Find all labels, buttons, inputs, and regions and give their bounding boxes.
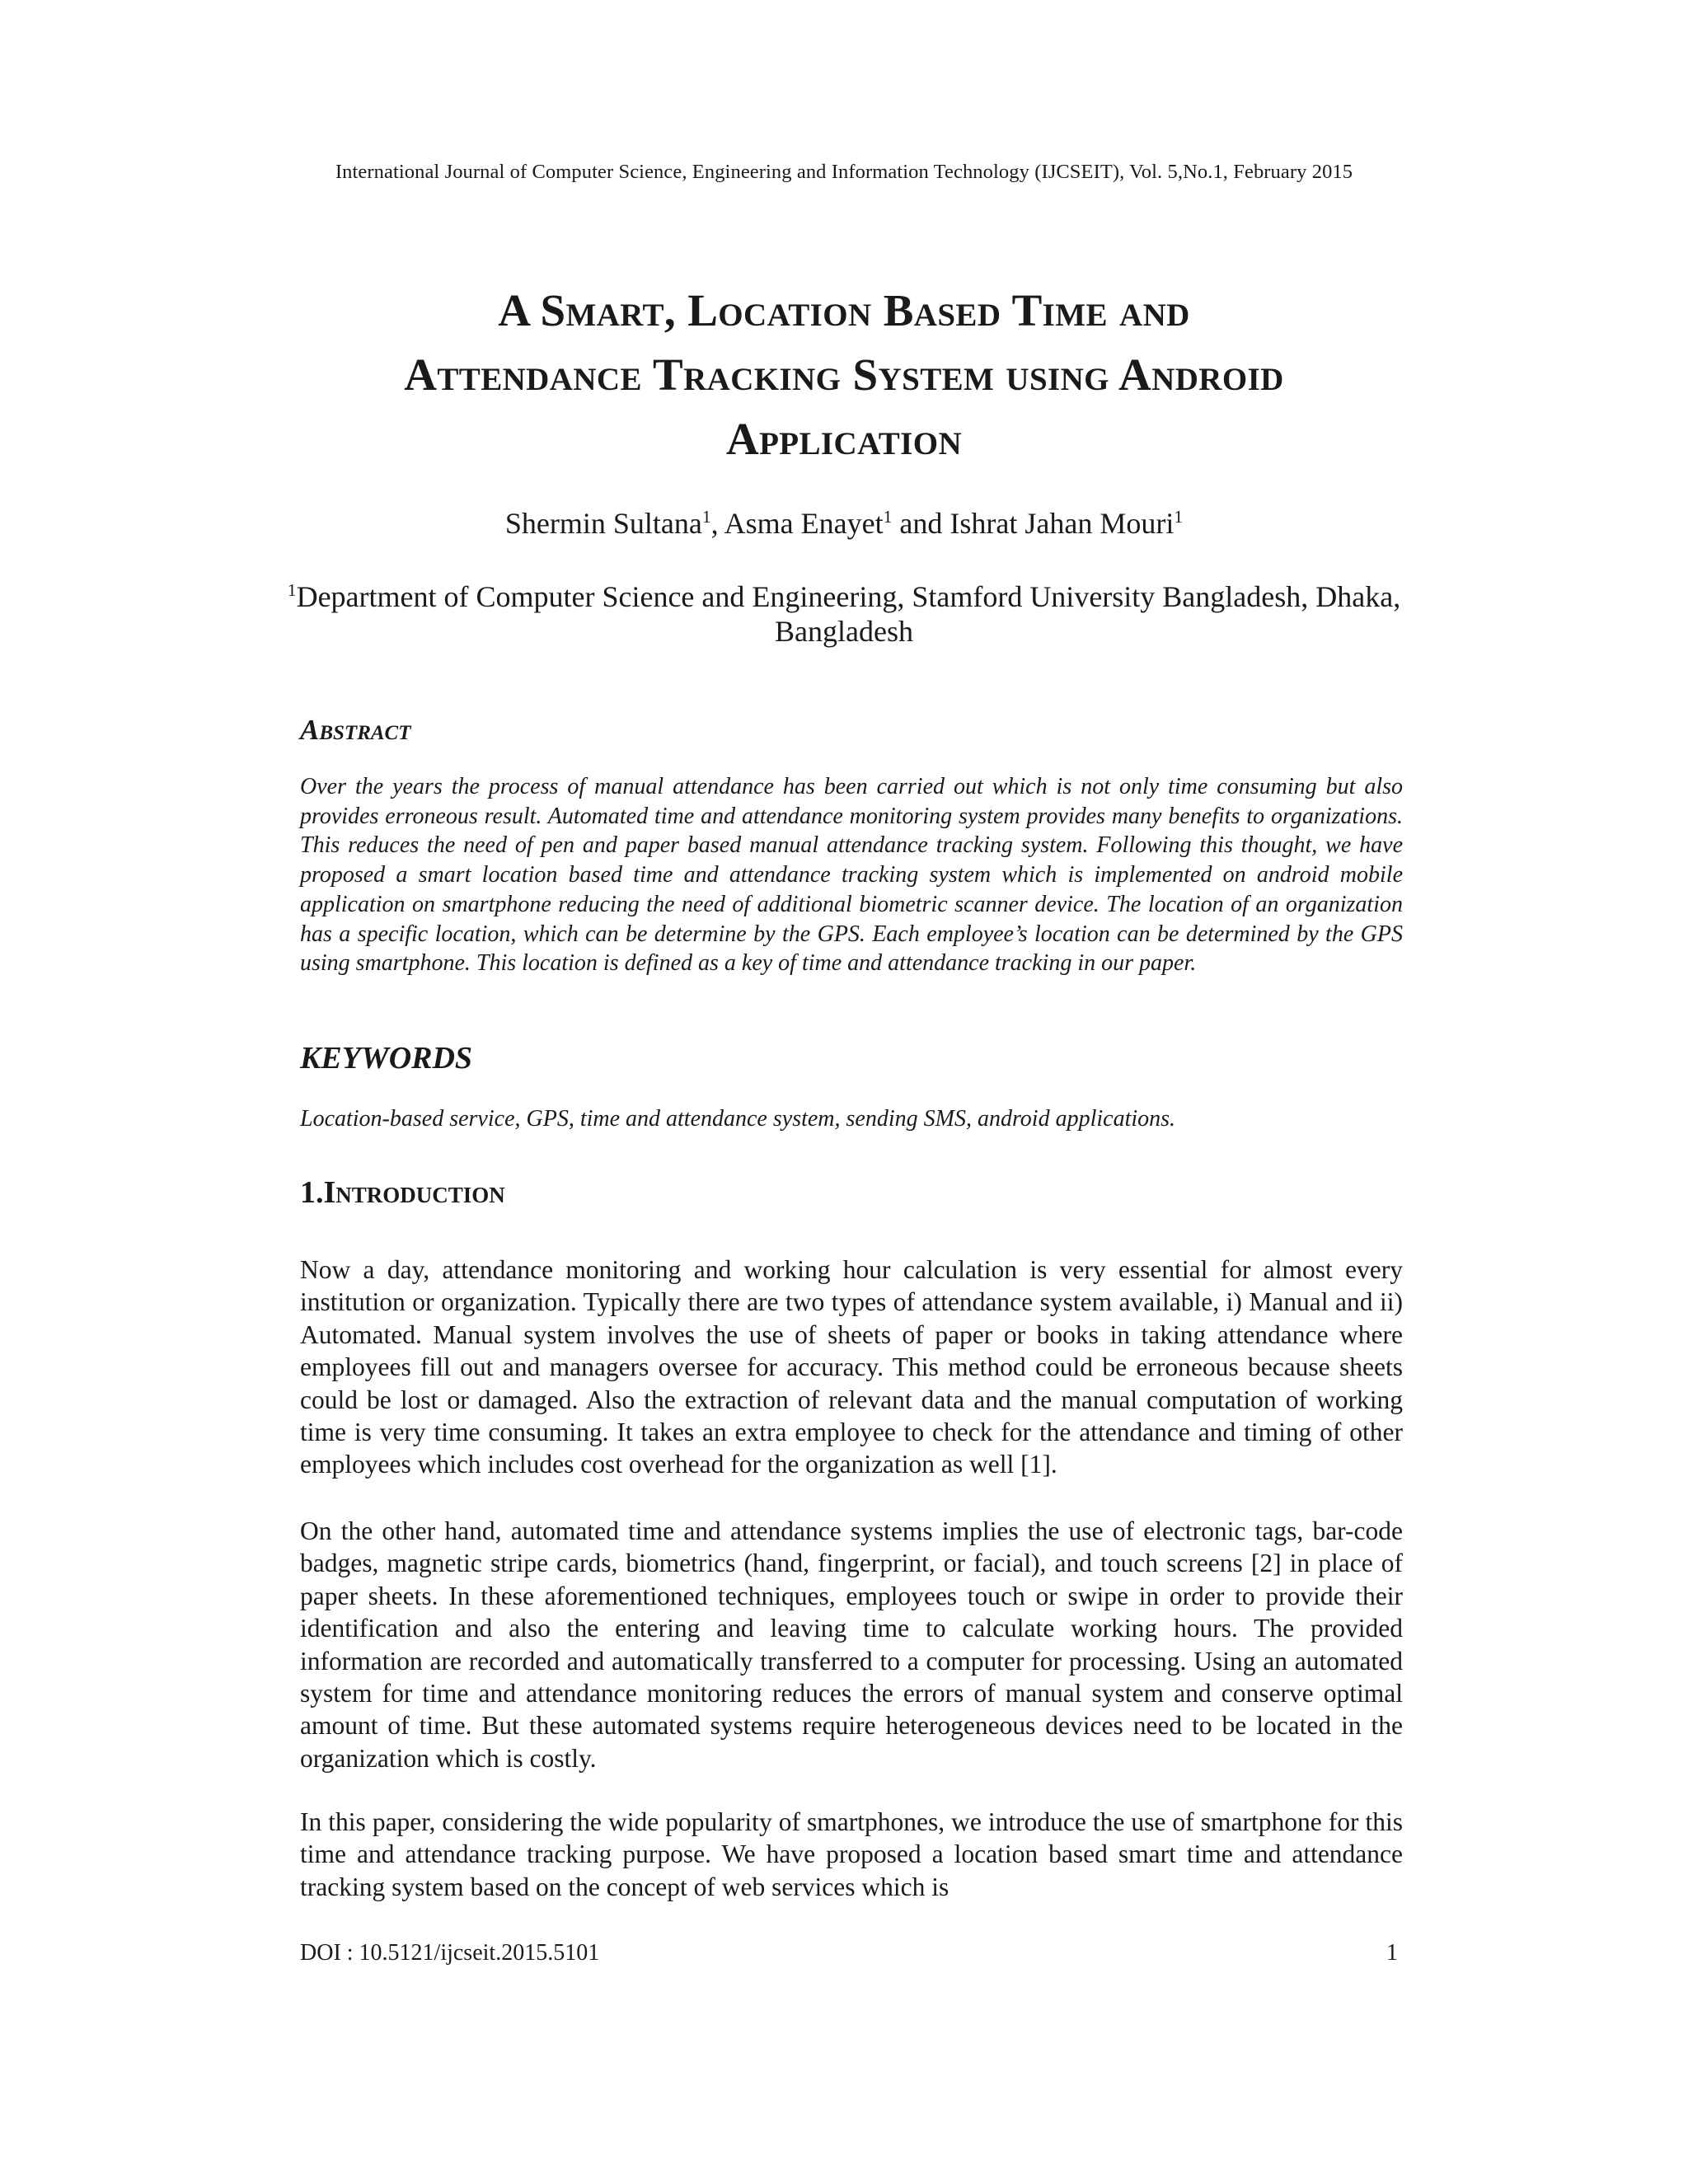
page-number: 1 <box>1386 1940 1398 1966</box>
title-line-1: A Smart, Location Based Time and <box>498 285 1190 335</box>
section-heading-introduction: 1.Introduction <box>300 1175 505 1210</box>
keywords-text: Location-based service, GPS, time and attendance system, sending SMS, android applications. <box>300 1106 1176 1132</box>
intro-paragraph: Now a day, attendance monitoring and working hour calculation is very essential for almost every institution or organization. Typically there are two types of attendance system available, i) Manual and ii) Automated. Manual system involves the use of sheets of paper or books in taking attendance where employees fill out and managers oversee for accuracy. This method could be erroneous because sheets could be lost or damaged. Also the extraction of relevant data and the manual computation of working time is very time consuming. It takes an extra employee to check for the attendance and timing of other employees which includes cost overhead for the organization as well [1]. <box>300 1255 1403 1479</box>
author-name: Asma Enayet <box>724 507 884 540</box>
title-line-3: Application <box>725 414 963 464</box>
title-line-2: Attendance Tracking System using Android <box>404 349 1284 400</box>
author-list: Shermin Sultana$^1$, Asma Enayet$^1$ and Ishrat Jahan Mouri$^1$ <box>504 507 1184 540</box>
intro-paragraph: In this paper, considering the wide popularity of smartphones, we introduce the use of smartphone for this time and attendance tracking purpose. We have proposed a location based smart time and attendance tracking system based on the concept of web services which is <box>300 1807 1403 1901</box>
affiliation-text: Department of Computer Science and Engineering, Stamford University Bangladesh, Dhaka, Bangladesh <box>296 580 1401 648</box>
affiliation-mark: 1 <box>701 507 711 527</box>
affiliation-mark: 1 <box>883 507 893 527</box>
doi: DOI : 10.5121/ijcseit.2015.5101 <box>300 1940 600 1966</box>
abstract-text: Over the years the process of manual attendance has been carried out which is not only time consuming but also provides erroneous result. Automated time and attendance monitoring system provides many benefits to organizations. This reduces the need of pen and paper based manual attendance tracking system. Following this thought, we have proposed a smart location based time and attendance tracking system which is implemented on android mobile application on smartphone reducing the need of additional biometric scanner device. The location of an organization has a specific location, which can be determine by the GPS. Each employee’s location can be determined by the GPS using smartphone. This location is defined as a key of time and attendance tracking in our paper. <box>300 774 1403 977</box>
running-header: International Journal of Computer Science, Engineering and Information Technology (IJCSEIT), Vol. 5,No.1, February 2015 <box>335 161 1353 183</box>
author-name: Shermin Sultana <box>504 507 702 540</box>
intro-paragraph: On the other hand, automated time and attendance systems implies the use of electronic tags, bar-code badges, magnetic stripe cards, biometrics (hand, fingerprint, or facial), and touch screens [2] in place of paper sheets. In these aforementioned techniques, employees touch or swipe in order to provide their identification and also the entering and leaving time to calculate working hours. The provided information are recorded and automatically transferred to a computer for processing. Using an automated system for time and attendance monitoring reduces the errors of manual system and conserve optimal amount of time. But these automated systems require heterogeneous devices need to be located in the organization which is costly. <box>300 1516 1403 1773</box>
author-conjunction: and <box>899 507 943 540</box>
keywords-heading: KEYWORDS <box>300 1041 473 1076</box>
paper-title <box>247 279 1441 471</box>
author-name: Ishrat Jahan Mouri <box>950 507 1175 540</box>
abstract-heading: Abstract <box>300 714 411 746</box>
affiliation <box>247 579 1441 649</box>
affiliation-mark: 1 <box>1174 507 1184 527</box>
affiliation-mark: 1 <box>287 580 297 600</box>
